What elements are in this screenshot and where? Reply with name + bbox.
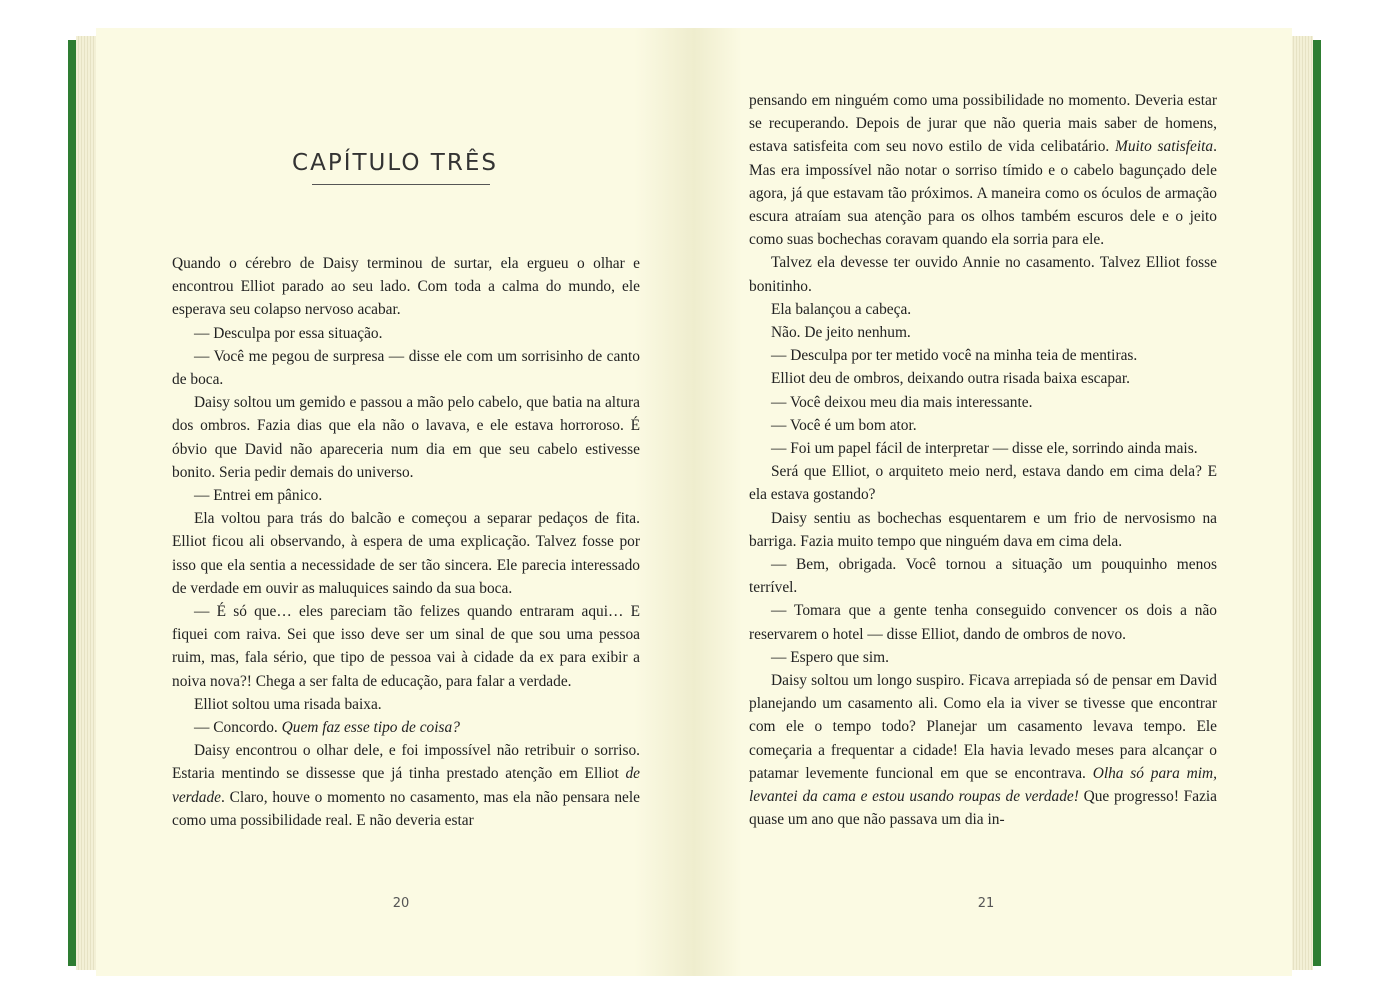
paragraph [749,646,1217,669]
book-cover-edge-right [1313,40,1321,966]
paragraph [749,367,1217,390]
text-segment: — Foi um papel fácil de interpretar — disse ele, sorrindo ainda mais. [771,440,1198,458]
text-segment: Ela balançou a cabeça. [771,300,912,318]
text-segment: Daisy soltou um longo suspiro. Ficava arrepiada só de pensar em David planejando um casamento ali. Como ela ia viver se tivesse que encontrar com ele o tempo todo? Planejar um casamento levava tempo. Ele começaria a frequentar a cidade! Ela havia levado meses para alcançar o patamar levemente funcional em que se encontrava. [749,672,1217,782]
paragraph [749,460,1217,506]
paragraph [749,298,1217,321]
italic-text: de verdade [172,765,640,806]
text-segment: — É só que… eles pareciam tão felizes quando entraram aqui… E fiquei com raiva. Sei que isso deve ser um sinal de que sou uma pessoa ruim, mas, fala sério, que tipo de pessoa vai à cidade da ex para exibir a noiva nova?! Chega a ser falta de educação, para falar a verdade. [172,603,640,690]
paragraph [172,484,640,507]
text-segment: — Entrei em pânico. [194,487,323,505]
page-number-right: 21 [977,896,995,911]
paragraph [749,669,1217,831]
paragraph [172,345,640,391]
paragraph [172,600,640,693]
text-segment: — Você deixou meu dia mais interessante. [771,393,1033,411]
italic-text: Muito satisfeita [1115,138,1214,156]
paragraph [172,322,640,345]
paragraph [172,739,640,832]
text-segment: Ela voltou para trás do balcão e começou a separar pedaços de fita. Elliot ficou ali observando, à espera de uma explicação. Talvez fosse por isso que ela sentia a necessidade de ser tão sincera. Ele parecia interessado de verdade em ouvir as maluquices saindo da sua boca. [172,510,640,597]
right-page-text [749,89,1217,832]
text-segment: Elliot soltou uma risada baixa. [194,695,382,713]
paragraph [749,437,1217,460]
text-segment: Daisy encontrou o olhar dele, e foi impossível não retribuir o sorriso. Estaria mentindo se dissesse que já tinha prestado atenção em Elliot [172,742,640,783]
text-segment: pensando em ninguém como uma possibilidade no momento. Deveria estar se recuperando. Depois de jurar que não queria mais saber de homens, estava satisfeita com seu novo estilo de vida celibatário. [749,92,1217,156]
book-cover-edge-left [68,40,76,966]
text-segment: — Bem, obrigada. Você tornou a situação um pouquinho menos terrível. [749,556,1217,597]
text-segment: Daisy soltou um gemido e passou a mão pelo cabelo, que batia na altura dos ombros. Fazia dias que ela não o lavava, e ele estava horroroso. É óbvio que David não apareceria num dia em que seu cabelo estivesse bonito. Seria pedir demais do universo. [172,394,640,481]
paragraph [749,344,1217,367]
paragraph [172,252,640,322]
paragraph [749,391,1217,414]
page-stack-right [1291,36,1313,970]
chapter-title: CAPÍTULO TRÊS [292,150,498,176]
paragraph [749,414,1217,437]
left-page-text [172,252,640,832]
paragraph [749,507,1217,553]
text-segment: — Concordo. [194,719,282,737]
text-segment: Talvez ela devesse ter ouvido Annie no casamento. Talvez Elliot fosse bonitinho. [749,254,1217,295]
paragraph [172,391,640,484]
text-segment: — Tomara que a gente tenha conseguido convencer os dois a não reservarem o hotel — disse Elliot, dando de ombros de novo. [749,602,1217,643]
page-number-left: 20 [392,896,410,911]
text-segment: — Desculpa por essa situação. [194,324,383,342]
paragraph [172,693,640,716]
text-segment: . Mas era impossível não notar o sorriso tímido e o cabelo bagunçado dele agora, já que estavam tão próximos. A maneira como os óculos de armação escura atraíam sua atenção para os olhos também escuros dele e o jeito como suas bochechas coravam quando ela sorria para ele. [749,138,1217,249]
paragraph [749,251,1217,297]
paragraph [172,716,640,739]
text-segment: Daisy sentiu as bochechas esquentarem e um frio de nervosismo na barriga. Fazia muito tempo que ninguém dava em cima dela. [749,509,1217,550]
text-segment: Será que Elliot, o arquiteto meio nerd, estava dando em cima dela? E ela estava gostando? [749,463,1217,504]
paragraph [749,599,1217,645]
chapter-title-underline [312,184,490,185]
paragraph [749,321,1217,344]
italic-text: Olha só para mim, levantei da cama e estou usando roupas de verdade! [749,764,1217,806]
paragraph [749,553,1217,599]
paragraph [749,89,1217,251]
text-segment: Quando o cérebro de Daisy terminou de surtar, ela ergueu o olhar e encontrou Elliot parado ao seu lado. Com toda a calma do mundo, ele esperava seu colapso nervoso acabar. [172,255,640,319]
text-segment: . Claro, houve o momento no casamento, mas ela não pensara nele como uma possibilidade real. E não deveria estar [172,788,640,829]
text-segment: Não. De jeito nenhum. [771,324,911,342]
text-segment: — Espero que sim. [771,648,889,666]
text-segment: — Você me pegou de surpresa — disse ele com um sorrisinho de canto de boca. [172,347,640,389]
page-stack-left [76,36,98,970]
paragraph [172,507,640,600]
italic-text: Quem faz esse tipo de coisa? [281,719,460,737]
text-segment: — Desculpa por ter metido você na minha teia de mentiras. [771,347,1138,365]
text-segment: Que progresso! Fazia quase um ano que não passava um dia in- [749,788,1218,829]
text-segment: — Você é um bom ator. [771,416,917,434]
text-segment: Elliot deu de ombros, deixando outra risada baixa escapar. [771,370,1130,388]
